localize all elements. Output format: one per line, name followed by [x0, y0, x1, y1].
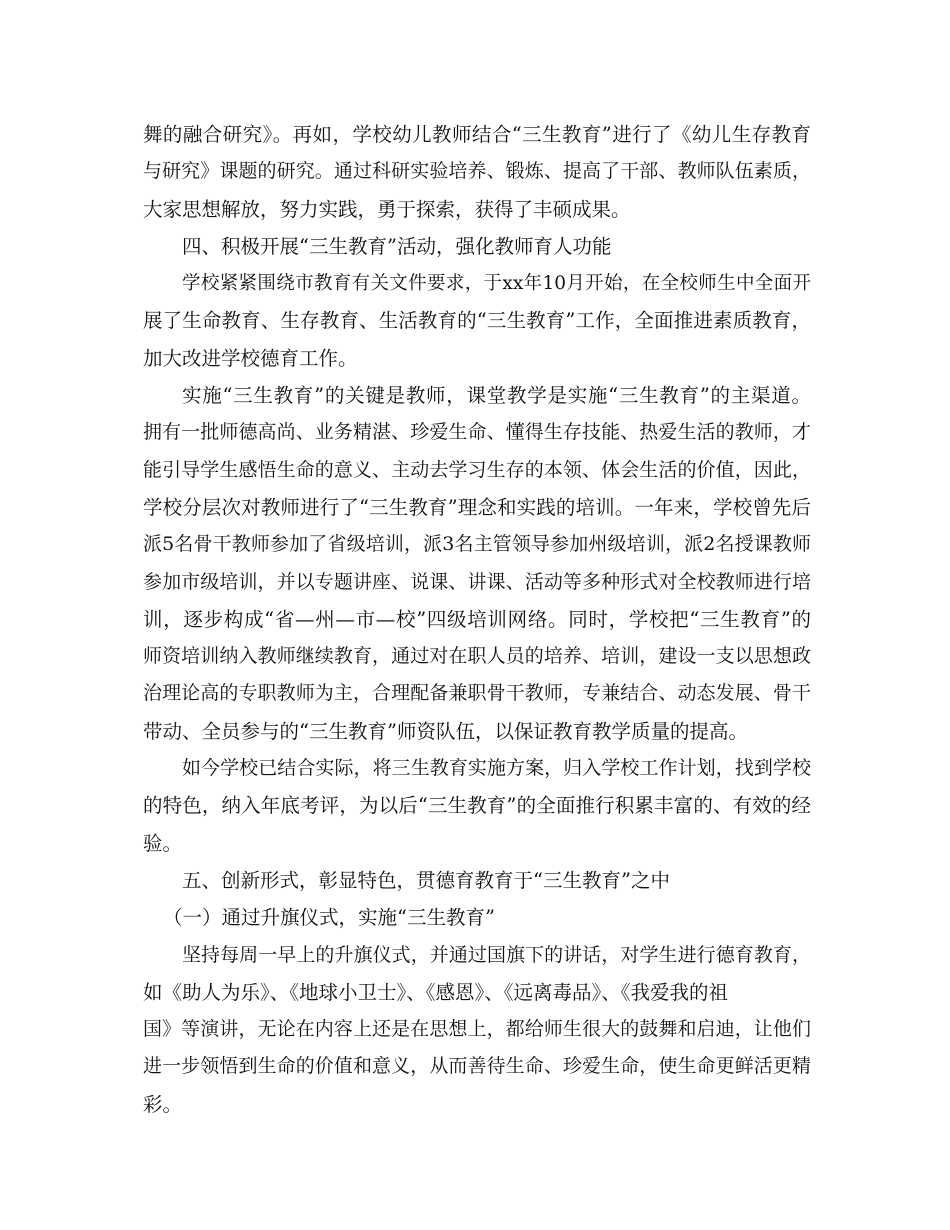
section-heading: 五、创新形式，彰显特色，贯德育教育于“三生教育”之中 [182, 868, 670, 892]
text-line: 拥有一批师德高尚、业务精湛、珍爱生命、懂得生存技能、热爱生活的教师，才 [143, 421, 811, 444]
text-line: 验。 [143, 831, 183, 855]
text-line: 师资培训纳入教师继续教育，通过对在职人员的培养、培训，建设一支以思想政 [143, 645, 811, 668]
subsection-heading: （一）通过升旗仪式，实施“三生教育” [163, 906, 495, 930]
text-line: 加大改进学校德育工作。 [143, 346, 358, 370]
text-line: 参加市级培训，并以专题讲座、说课、讲课、活动等多种形式对全校教师进行培 [143, 570, 811, 593]
text-line: 舞的融合研究》。再如，学校幼儿教师结合“三生教育”进行了《幼儿生存教育 [143, 123, 811, 146]
document-body [143, 116, 811, 1123]
text-line: 与研究》课题的研究。通过科研实验培养、锻炼、提高了干部、教师队伍素质， [143, 160, 811, 183]
text-line: 能引导学生感悟生命的意义、主动去学习生存的本领、体会生活的价值，因此， [143, 458, 811, 481]
text-line: 的特色，纳入年底考评，为以后“三生教育”的全面推行积累丰富的、有效的经 [143, 794, 811, 818]
text-line: 彩。 [143, 1092, 183, 1116]
text-line: 大家思想解放，努力实践，勇于探索，获得了丰硕成果。 [143, 197, 631, 221]
text-line: 国》等演讲，无论在内容上还是在思想上，都给师生很大的鼓舞和启迪，让他们 [143, 1018, 811, 1041]
text-line: 学校紧紧围绕市教育有关文件要求，于xx年10月开始，在全校师生中全面开 [182, 273, 811, 295]
text-line: 如今学校已结合实际，将三生教育实施方案，归入学校工作计划，找到学校 [182, 757, 811, 780]
text-line: 治理论高的专职教师为主，合理配备兼职骨干教师，专兼结合、动态发展、骨干 [143, 682, 811, 705]
text-line: 训，逐步构成“省—州—市—校”四级培训网络。同时，学校把“三生教育”的 [143, 607, 811, 631]
section-heading: 四、积极开展“三生教育”活动，强化教师育人功能 [182, 234, 612, 258]
text-line: 派5名骨干教师参加了省级培训，派3名主管领导参加州级培训，派2名授课教师 [143, 533, 811, 556]
text-line: 学校分层次对教师进行了“三生教育”理念和实践的培训。一年来，学校曾先后 [143, 495, 811, 519]
text-line: 实施“三生教育”的关键是教师，课堂教学是实施“三生教育”的主渠道。 [182, 384, 811, 408]
text-line: 展了生命教育、生存教育、生活教育的“三生教育”工作，全面推进素质教育， [143, 309, 811, 333]
text-line: 如《助人为乐》、《地球小卫士》、《感恩》、《远离毒品》、《我爱我的祖 [143, 980, 729, 1004]
text-line: 带动、全员参与的“三生教育”师资队伍，以保证教育教学质量的提高。 [143, 719, 748, 743]
text-line: 坚持每周一早上的升旗仪式，并通过国旗下的讲话，对学生进行德育教育， [182, 943, 811, 966]
text-line: 进一步领悟到生命的价值和意义，从而善待生命、珍爱生命，使生命更鲜活更精 [143, 1055, 811, 1078]
